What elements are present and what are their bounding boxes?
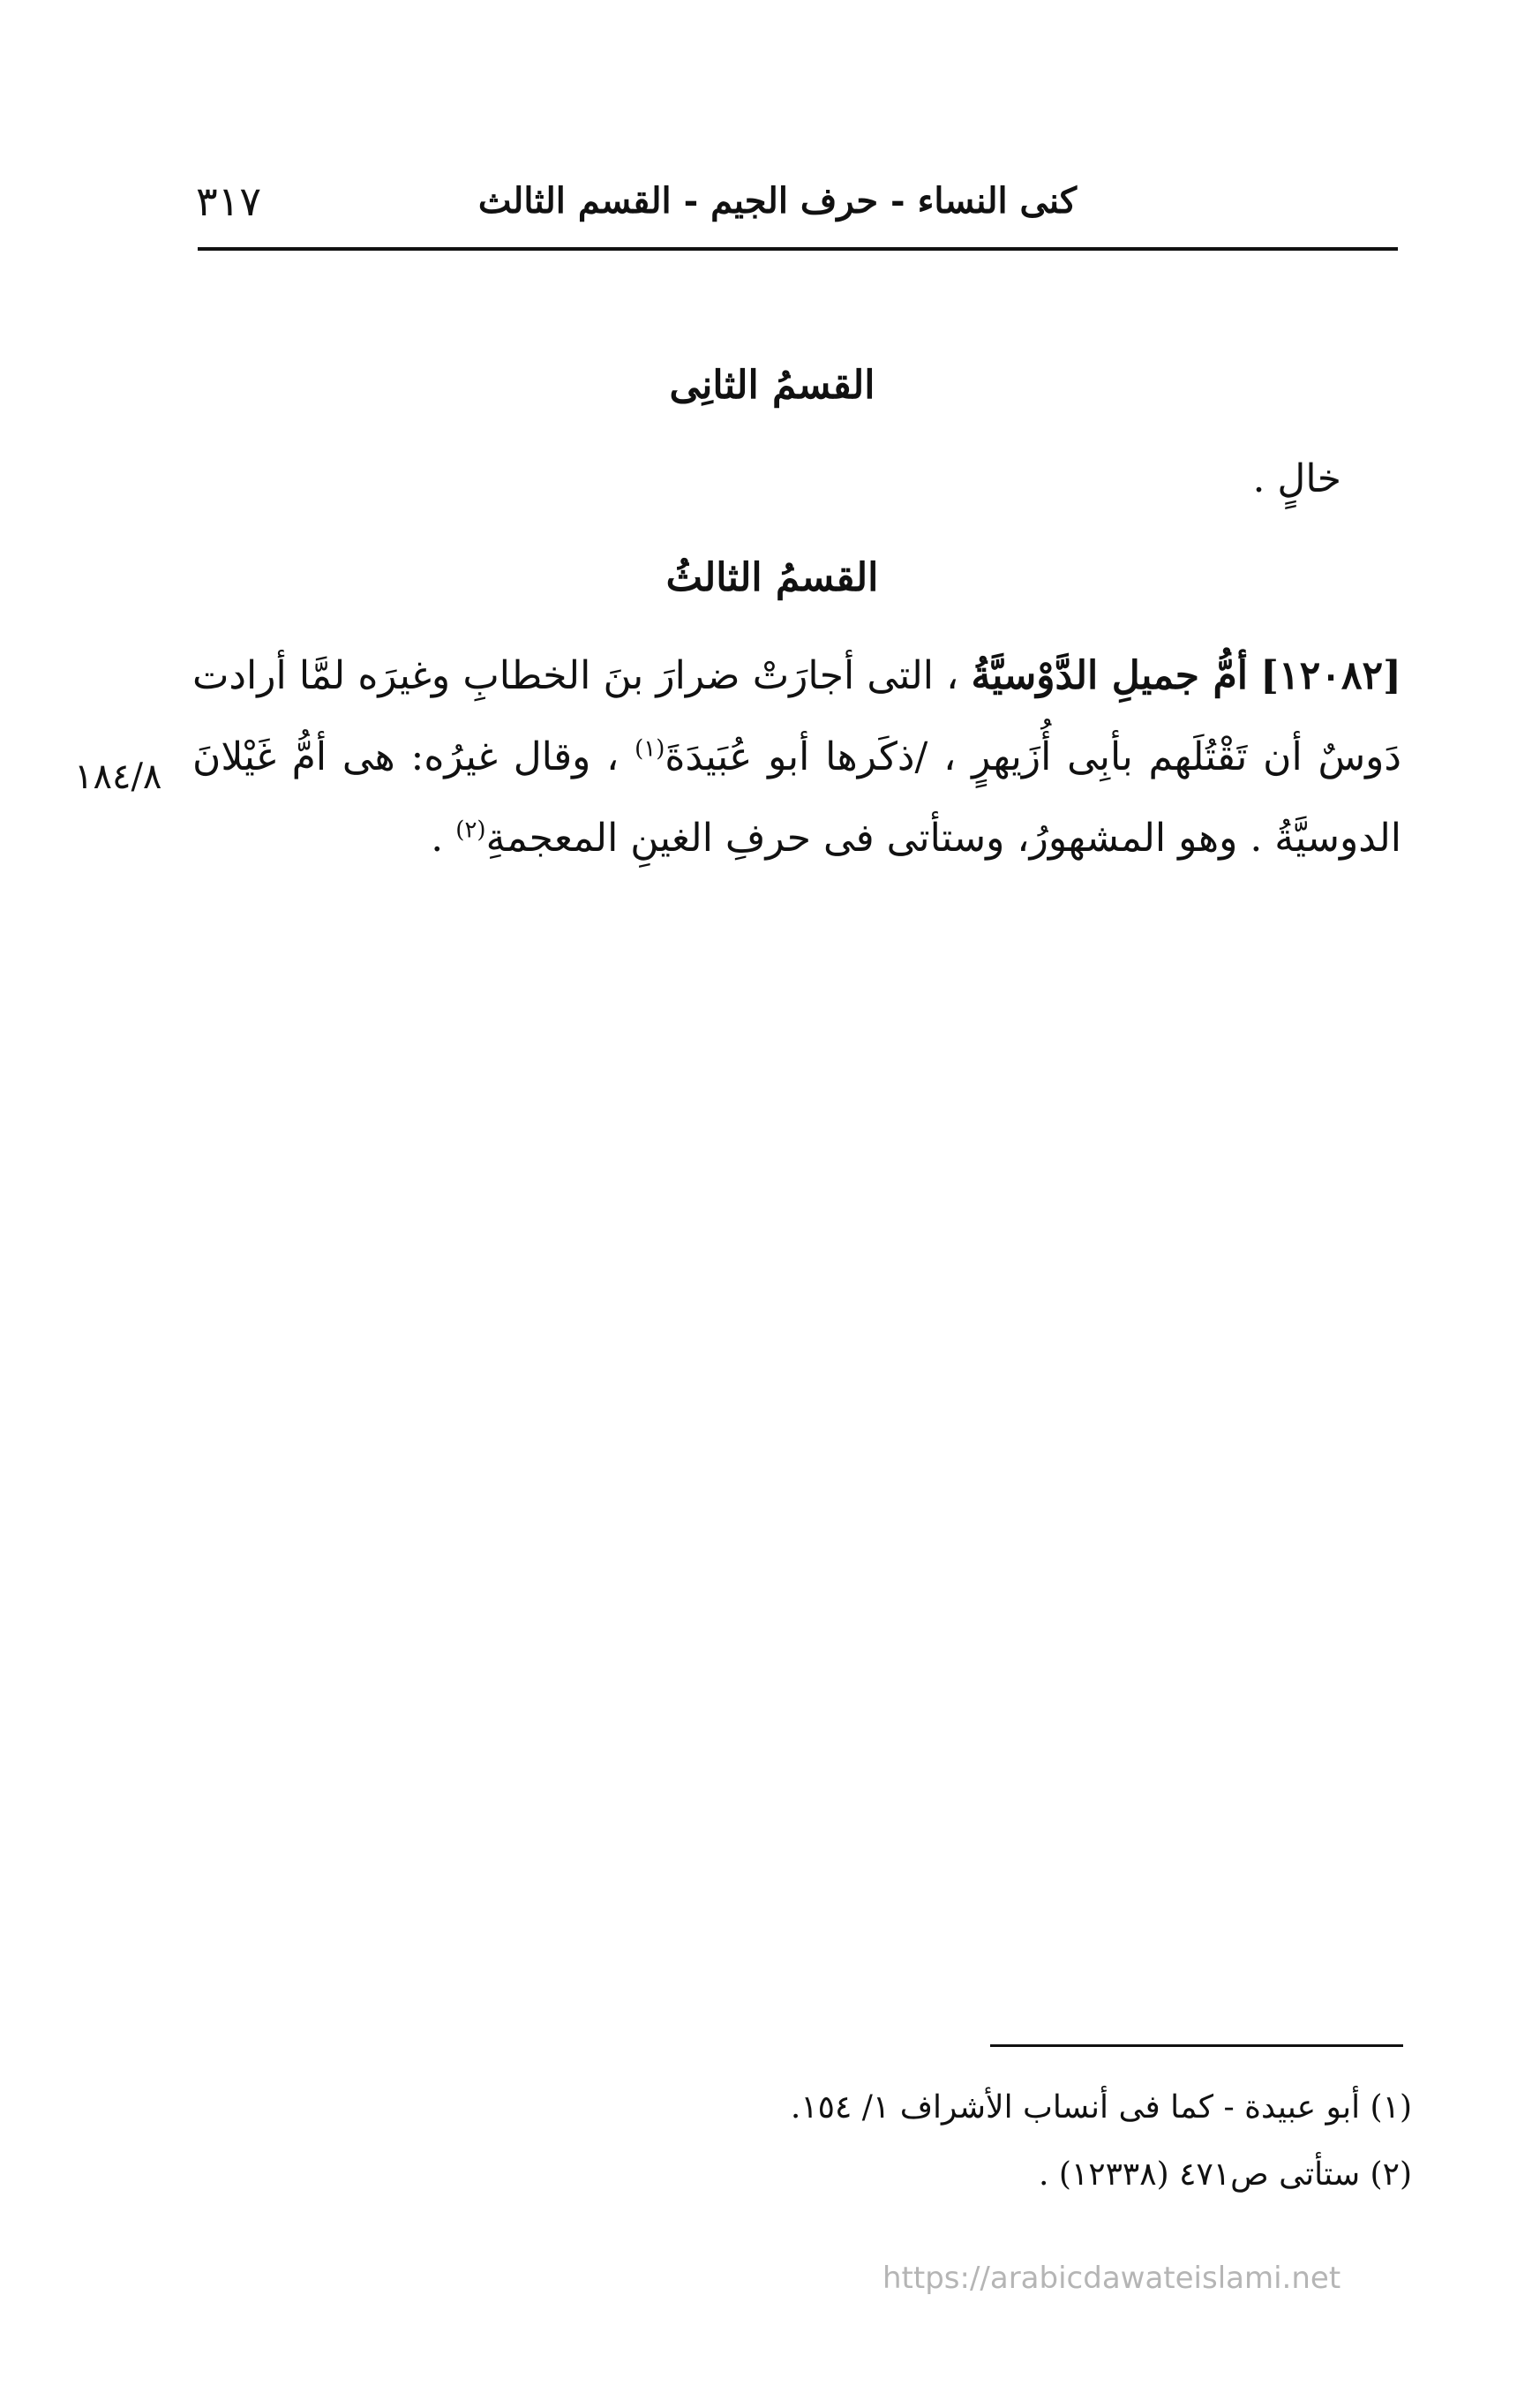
- running-header-title: كنى النساء - حرف الجيم - القسم الثالث: [477, 180, 1077, 222]
- section-heading-third: القسمُ الثالثُ: [665, 555, 879, 600]
- entry-paragraph: [192, 636, 1401, 879]
- entry-name: أمُّ جميلِ الدَّوْسيَّةُ: [971, 653, 1248, 698]
- entry-number: [١٢٠٨٢]: [1260, 653, 1401, 698]
- entry-text-part-2: ، وقال غيرُه: هى أمُّ غَيْلانَ الدوسيَّةُ . وهو المشهورُ، وستأتى فى حرفِ الغينِ المعجمةِ: [192, 734, 1401, 861]
- margin-volume-reference: ١٨٤/٨: [74, 756, 162, 797]
- footnote-1: (١) أبو عبيدة - كما فى أنساب الأشراف ١/ ١٥٤.: [790, 2089, 1412, 2126]
- footnote-2: (٢) ستأتى ص٤٧١ (١٢٣٣٨) .: [1038, 2156, 1412, 2193]
- header-divider: [198, 247, 1398, 251]
- entry-text-end: .: [431, 816, 444, 861]
- footnote-divider: [990, 2044, 1403, 2047]
- section-second-text: خالٍ .: [1252, 456, 1341, 501]
- footnote-ref-2: (٢): [455, 816, 486, 844]
- section-heading-second: القسمُ الثانِى: [669, 363, 875, 408]
- page-number: ٣١٧: [196, 177, 262, 225]
- footnote-ref-1: (١): [635, 735, 665, 763]
- footnotes: [618, 2074, 1412, 2209]
- entry-text-part-1: ، التى أجارَتْ ضرارَ بنَ الخطابِ وغيرَه لمَّا أرادت دَوسٌ أن تَقْتُلَهم بأبِى أُزَيهرٍ ، /ذكَرها أبو عُبَيدَةَ: [192, 653, 1402, 779]
- watermark-url: https://arabicdawateislami.net: [882, 2261, 1341, 2296]
